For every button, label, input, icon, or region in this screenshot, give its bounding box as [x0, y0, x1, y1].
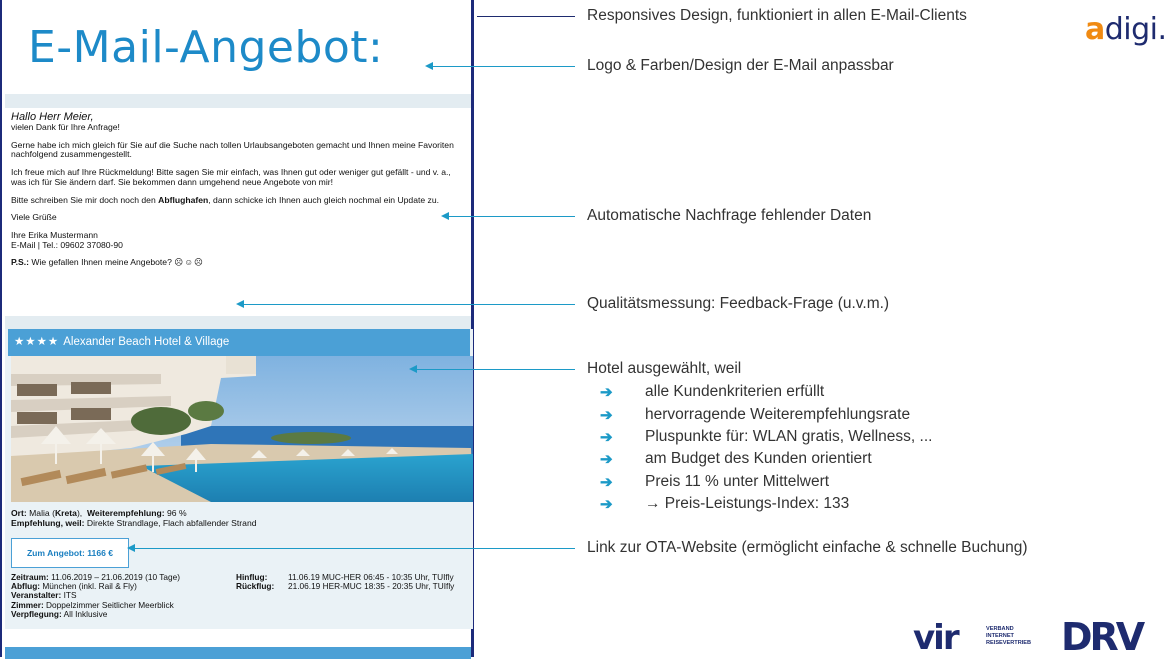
- connector-responsive: [477, 16, 575, 17]
- paragraph-2: Ich freue mich auf Ihre Rückmeldung! Bitte sagen Sie mir einfach, was Ihnen gut oder weniger gut gefällt - und v. a., was ich für Sie ändern darf. Sie bekommen dann umgehend neue Angebote von mir!: [11, 167, 451, 187]
- hotel-reasons-list: [600, 381, 932, 515]
- hotel-name[interactable]: Alexander Beach Hotel & Village: [63, 336, 230, 348]
- hotel-reason-text: hervorragende Weiterempfehlungsrate: [645, 405, 911, 423]
- trip-details-flights: [236, 573, 476, 591]
- hotel-reason-item: [600, 403, 932, 425]
- hotel-reason-text: alle Kundenkriterien erfüllt: [645, 383, 825, 401]
- arrow-right-icon: ➔: [600, 428, 613, 446]
- offer-button[interactable]: Zum Angebot: 1166 €: [11, 538, 129, 568]
- connector-nachfrage: [448, 216, 575, 217]
- postscript: P.S.: Wie gefallen Ihnen meine Angebote? ☹☺☹: [11, 257, 204, 268]
- hotel-reason-item: [600, 448, 932, 470]
- paragraph-1: Gerne habe ich mich gleich für Sie auf die Suche nach tollen Urlaubsangeboten gemacht und Ihnen meine Favoriten nachfolgend zusammengestellt.: [11, 139, 454, 160]
- email-letter: [11, 112, 466, 276]
- hotel-reason-item: [600, 426, 932, 448]
- arrow-right-icon: ➔: [600, 451, 613, 469]
- hotel-reason-text: Preis 11 % unter Mittelwert: [645, 472, 830, 490]
- email-preview: [0, 0, 474, 657]
- separator-band: [5, 316, 471, 330]
- star-rating-icon: ★★★★: [14, 336, 60, 348]
- outbound-flight: Hinflug: 11.06.19 MUC-HER 06:45 - 10:35 Uhr, TUIfly: [236, 572, 454, 582]
- next-hotel-card-bar: [5, 647, 471, 659]
- hotel-reason-item: [600, 471, 932, 493]
- annotation-quality: Qualitätsmessung: Feedback-Frage (u.v.m.): [587, 295, 890, 312]
- hotel-reason-line: Empfehlung, weil: Direkte Strandlage, Flach abfallender Strand: [11, 518, 257, 528]
- thanks-line: vielen Dank für Ihre Anfrage!: [11, 122, 120, 132]
- hotel-reason-text: → Preis-Leistungs-Index: 133: [645, 495, 850, 513]
- arrow-head-icon: [127, 544, 135, 552]
- arrow-head-icon: [441, 212, 449, 220]
- drv-logo: DRV: [1061, 615, 1143, 659]
- signature: [11, 231, 466, 250]
- greeting: Hallo Herr Meier,: [11, 111, 94, 123]
- email-title: E-Mail-Angebot:: [28, 22, 384, 73]
- annotation-logo: Logo & Farben/Design der E-Mail anpassbar: [587, 57, 894, 74]
- trip-details-left: Zeitraum: 11.06.2019 – 21.06.2019 (10 Tage) Abflug: München (inkl. Rail & Fly) Veranstalter: ITS Zimmer: Doppelzimmer Seitlicher Meerblick Verpflegung: All Inklusive: [11, 572, 180, 619]
- arrow-right-icon: ➔: [600, 473, 613, 491]
- connector-quality: [243, 304, 575, 305]
- annotation-ota: Link zur OTA-Website (ermöglicht einfache & schnelle Buchung): [587, 539, 1028, 556]
- signature-name: Ihre Erika Mustermann: [11, 230, 98, 241]
- connector-ota: [134, 548, 575, 549]
- connector-logo: [432, 66, 575, 67]
- header-band: [5, 94, 471, 108]
- hotel-photo-svg: [11, 356, 473, 502]
- hotel-card: [5, 329, 473, 629]
- hotel-location-line: Ort: Malia (Kreta), Weiterempfehlung: 96 %: [11, 508, 187, 518]
- annotation-hotel-heading: Hotel ausgewählt, weil: [587, 360, 742, 377]
- annotation-nachfrage: Automatische Nachfrage fehlender Daten: [587, 207, 872, 224]
- arrow-head-icon: [409, 365, 417, 373]
- arrow-right-icon: ➔: [600, 496, 613, 514]
- hotel-info: [11, 508, 469, 528]
- hotel-reason-text: am Budget des Kunden orientiert: [645, 450, 872, 468]
- hotel-reason-item: [600, 381, 932, 403]
- hotel-reason-text: Pluspunkte für: WLAN gratis, Wellness, ...: [645, 427, 933, 445]
- return-flight: Rückflug: 21.06.19 HER-MUC 18:35 - 20:35 Uhr, TUIfly: [236, 581, 455, 592]
- arrow-right-icon: ➔: [600, 406, 613, 424]
- adigi-logo: adigi.: [1085, 12, 1167, 47]
- paragraph-3: Bitte schreiben Sie mir doch noch den Abflughafen, dann schicke ich Ihnen auch gleich nochmal ein Update zu.: [11, 194, 440, 205]
- arrow-right-icon: ➔: [600, 384, 613, 402]
- vir-logo: vir VERBAND INTERNET REISEVERTRIEB: [913, 618, 1032, 658]
- feedback-faces-icon[interactable]: ☹☺☹: [174, 257, 204, 268]
- abflughafen-highlight: Abflughafen: [158, 194, 209, 205]
- signature-contact: E-Mail | Tel.: 09602 37080-90: [11, 239, 123, 250]
- hotel-title-bar: [8, 329, 470, 356]
- hotel-reason-item: [600, 493, 932, 515]
- connector-hotel: [416, 369, 575, 370]
- arrow-head-icon: [425, 62, 433, 70]
- regards: Viele Grüße: [11, 212, 57, 223]
- arrow-head-icon: [236, 300, 244, 308]
- hotel-photo[interactable]: [11, 356, 473, 502]
- annotation-responsive: Responsives Design, funktioniert in allen E-Mail-Clients: [587, 7, 967, 24]
